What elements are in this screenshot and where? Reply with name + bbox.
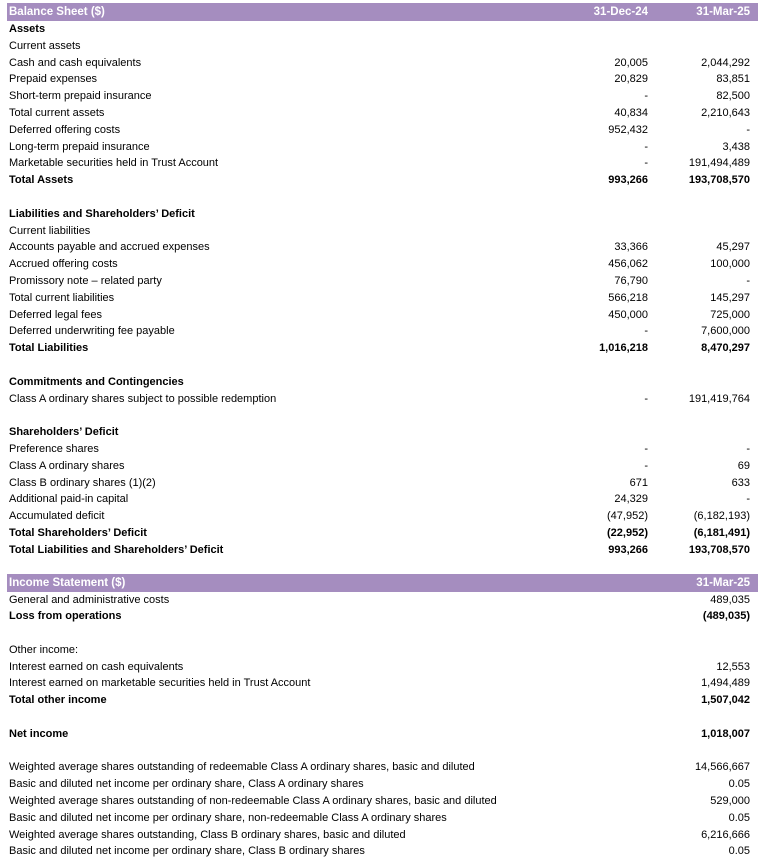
table-row xyxy=(0,122,767,139)
row-value-col1 xyxy=(540,38,650,55)
row-value-col1 xyxy=(540,223,650,240)
row-value-col1: - xyxy=(644,90,648,103)
row-label: Basic and diluted net income per ordinary share, Class A ordinary shares xyxy=(9,778,364,791)
row-value-col2: 529,000 xyxy=(710,795,750,808)
row-label: Basic and diluted net income per ordinary share, Class B ordinary shares xyxy=(9,845,365,858)
table-row xyxy=(0,726,767,743)
row-label: Short-term prepaid insurance xyxy=(9,90,152,103)
table-row xyxy=(0,675,767,692)
row-label: Cash and cash equivalents xyxy=(9,56,142,69)
income-statement-title: Income Statement ($) xyxy=(9,576,126,589)
balance-sheet-col2: 31-Mar-25 xyxy=(696,6,750,18)
row-label: Class B ordinary shares (1)(2) xyxy=(9,476,156,489)
row-value-col1 xyxy=(540,608,650,625)
row-value-col1: - xyxy=(644,392,648,405)
row-label: Total Liabilities xyxy=(9,342,89,355)
row-value-col2: 2,044,292 xyxy=(701,56,750,69)
row-label: Basic and diluted net income per ordinary share, non-redeemable Class A ordinary shares xyxy=(9,811,447,824)
row-value-col2: 0.05 xyxy=(728,811,750,824)
row-value-col2: 14,566,667 xyxy=(694,761,750,774)
row-value-col1 xyxy=(540,726,650,743)
table-row xyxy=(0,642,767,659)
table-row xyxy=(0,475,767,492)
table-row xyxy=(0,391,767,408)
row-value-col2: 145,297 xyxy=(710,291,750,304)
table-row xyxy=(0,692,767,709)
row-value-col2: 12,553 xyxy=(716,660,750,673)
row-value-col2 xyxy=(650,424,752,441)
row-label: Interest earned on marketable securities held in Trust Account xyxy=(9,677,311,690)
table-row xyxy=(0,273,767,290)
row-value-col2: 82,500 xyxy=(716,90,750,103)
row-value-col1: - xyxy=(644,325,648,338)
row-value-col1: 20,005 xyxy=(614,56,648,69)
table-row xyxy=(0,38,767,55)
table-row xyxy=(0,71,767,88)
row-value-col2 xyxy=(650,374,752,391)
row-value-col2 xyxy=(650,21,752,38)
row-value-col1: 671 xyxy=(629,476,648,489)
row-value-col1 xyxy=(540,424,650,441)
balance-sheet-header xyxy=(7,3,758,21)
row-value-col2: 489,035 xyxy=(710,593,750,606)
row-value-col1: 450,000 xyxy=(608,308,648,321)
row-value-col2: 725,000 xyxy=(710,308,750,321)
table-row xyxy=(0,307,767,324)
row-spacer xyxy=(0,709,767,726)
table-row xyxy=(0,55,767,72)
balance-sheet-col1: 31-Dec-24 xyxy=(593,6,648,18)
row-label: General and administrative costs xyxy=(9,593,170,606)
row-label: Additional paid-in capital xyxy=(9,493,129,506)
row-value-col2: 6,216,666 xyxy=(701,828,750,841)
row-value-col2: 0.05 xyxy=(728,778,750,791)
row-label: Loss from operations xyxy=(9,610,122,623)
row-value-col1 xyxy=(540,206,650,223)
income-statement-col1 xyxy=(540,574,650,592)
table-row xyxy=(0,458,767,475)
row-value-col2: 191,419,764 xyxy=(688,392,750,405)
row-value-col2: 100,000 xyxy=(710,258,750,271)
row-value-col1 xyxy=(540,810,650,827)
table-row xyxy=(0,424,767,441)
table-row xyxy=(0,21,767,38)
row-value-col1: 20,829 xyxy=(614,73,648,86)
row-value-col1: 40,834 xyxy=(614,106,648,119)
table-row xyxy=(0,223,767,240)
table-row xyxy=(0,827,767,844)
row-label: Assets xyxy=(9,23,46,35)
row-label: Current liabilities xyxy=(9,224,91,237)
row-value-col2: (6,182,193) xyxy=(693,510,750,523)
row-label: Weighted average shares outstanding, Class B ordinary shares, basic and diluted xyxy=(9,828,406,841)
table-row xyxy=(0,88,767,105)
row-label: Preference shares xyxy=(9,442,99,455)
row-value-col1 xyxy=(540,827,650,844)
row-value-col2: - xyxy=(746,123,750,136)
table-row xyxy=(0,491,767,508)
table-row xyxy=(0,239,767,256)
row-value-col1: - xyxy=(644,140,648,153)
table-row xyxy=(0,290,767,307)
row-label: Accrued offering costs xyxy=(9,258,118,271)
row-value-col1: 993,266 xyxy=(608,174,648,187)
row-value-col1 xyxy=(540,692,650,709)
row-value-col1: (22,952) xyxy=(607,526,648,539)
row-value-col2: 8,470,297 xyxy=(701,342,750,355)
row-value-col1: 566,218 xyxy=(608,291,648,304)
row-label: Accumulated deficit xyxy=(9,510,105,523)
row-value-col2: 1,018,007 xyxy=(701,727,750,740)
row-label: Commitments and Contingencies xyxy=(9,375,184,388)
row-label: Class A ordinary shares subject to possible redemption xyxy=(9,392,277,405)
row-value-col1: 952,432 xyxy=(608,123,648,136)
row-label: Weighted average shares outstanding of redeemable Class A ordinary shares, basic and diluted xyxy=(9,761,475,774)
table-row xyxy=(0,659,767,676)
row-label: Total current assets xyxy=(9,106,105,119)
row-value-col1: 456,062 xyxy=(608,258,648,271)
row-spacer xyxy=(0,189,767,206)
row-value-col2: 193,708,570 xyxy=(688,174,750,187)
row-value-col1 xyxy=(540,843,650,860)
row-spacer xyxy=(0,407,767,424)
row-value-col2: - xyxy=(746,274,750,287)
table-row xyxy=(0,525,767,542)
table-row xyxy=(0,206,767,223)
table-row xyxy=(0,374,767,391)
row-label: Class A ordinary shares xyxy=(9,459,125,472)
table-row xyxy=(0,441,767,458)
row-value-col2 xyxy=(650,223,752,240)
row-value-col1 xyxy=(540,776,650,793)
row-value-col1 xyxy=(540,659,650,676)
row-value-col1 xyxy=(540,759,650,776)
row-spacer xyxy=(0,357,767,374)
table-row xyxy=(0,592,767,609)
income-statement-col2: 31-Mar-25 xyxy=(696,576,750,589)
row-value-col2: 1,507,042 xyxy=(701,694,750,707)
table-row xyxy=(0,340,767,357)
table-row xyxy=(0,608,767,625)
row-value-col2: - xyxy=(746,493,750,506)
row-value-col2: 1,494,489 xyxy=(701,677,750,690)
row-label: Deferred offering costs xyxy=(9,123,121,136)
row-value-col1 xyxy=(540,374,650,391)
table-row xyxy=(0,542,767,559)
row-value-col1: 76,790 xyxy=(614,274,648,287)
row-value-col1: 1,016,218 xyxy=(599,342,648,355)
table-row xyxy=(0,759,767,776)
table-row xyxy=(0,105,767,122)
income-statement-header xyxy=(7,574,758,592)
row-label: Liabilities and Shareholders’ Deficit xyxy=(9,207,195,220)
row-value-col2: 83,851 xyxy=(716,73,750,86)
table-row xyxy=(0,323,767,340)
row-value-col2: - xyxy=(746,442,750,455)
row-value-col2 xyxy=(650,38,752,55)
table-row xyxy=(0,843,767,860)
row-label: Total other income xyxy=(9,694,107,707)
row-value-col1: - xyxy=(644,157,648,170)
row-value-col2: 633 xyxy=(731,476,750,489)
row-value-col2: 7,600,000 xyxy=(701,325,750,338)
row-value-col1: 993,266 xyxy=(608,543,648,556)
row-label: Deferred legal fees xyxy=(9,308,102,321)
row-label: Prepaid expenses xyxy=(9,73,98,86)
row-label: Net income xyxy=(9,727,69,740)
row-value-col1 xyxy=(540,675,650,692)
row-value-col2: 191,494,489 xyxy=(688,157,750,170)
row-value-col1 xyxy=(540,642,650,659)
row-value-col1: - xyxy=(644,459,648,472)
row-spacer xyxy=(0,743,767,760)
row-value-col1 xyxy=(540,21,650,38)
row-label: Interest earned on cash equivalents xyxy=(9,660,184,673)
row-value-col2 xyxy=(650,206,752,223)
table-row xyxy=(0,793,767,810)
row-value-col1 xyxy=(540,793,650,810)
row-label: Total Assets xyxy=(9,174,74,187)
row-label: Total current liabilities xyxy=(9,291,115,304)
row-label: Other income: xyxy=(9,643,79,656)
row-label: Current assets xyxy=(9,39,81,52)
row-value-col1: - xyxy=(644,442,648,455)
row-label: Promissory note – related party xyxy=(9,274,162,287)
balance-sheet-rows xyxy=(0,21,767,559)
row-value-col2: (489,035) xyxy=(702,610,750,623)
row-value-col2: 3,438 xyxy=(722,140,750,153)
row-value-col2: 69 xyxy=(737,459,750,472)
table-row xyxy=(0,172,767,189)
table-row xyxy=(0,139,767,156)
row-label: Total Shareholders’ Deficit xyxy=(9,526,147,539)
row-label: Weighted average shares outstanding of non-redeemable Class A ordinary shares, basic and diluted xyxy=(9,795,497,808)
row-label: Marketable securities held in Trust Account xyxy=(9,157,219,170)
row-value-col2: 193,708,570 xyxy=(688,543,750,556)
row-value-col2: 2,210,643 xyxy=(701,106,750,119)
row-label: Long-term prepaid insurance xyxy=(9,140,150,153)
balance-sheet-title: Balance Sheet ($) xyxy=(9,6,105,18)
row-value-col2: 0.05 xyxy=(728,845,750,858)
table-row xyxy=(0,508,767,525)
table-row xyxy=(0,256,767,273)
row-label: Total Liabilities and Shareholders’ Deficit xyxy=(9,543,224,556)
table-row xyxy=(0,776,767,793)
row-value-col1: 33,366 xyxy=(614,241,648,254)
income-statement-rows xyxy=(0,592,767,861)
row-value-col1 xyxy=(540,592,650,609)
row-value-col2: 45,297 xyxy=(716,241,750,254)
row-value-col1: (47,952) xyxy=(607,510,648,523)
row-value-col2: (6,181,491) xyxy=(693,526,750,539)
row-label: Accounts payable and accrued expenses xyxy=(9,241,210,254)
table-row xyxy=(0,810,767,827)
row-value-col1: 24,329 xyxy=(614,493,648,506)
row-spacer xyxy=(0,625,767,642)
table-row xyxy=(0,155,767,172)
row-label: Deferred underwriting fee payable xyxy=(9,325,175,338)
row-value-col2 xyxy=(650,642,752,659)
row-label: Shareholders’ Deficit xyxy=(9,426,119,439)
